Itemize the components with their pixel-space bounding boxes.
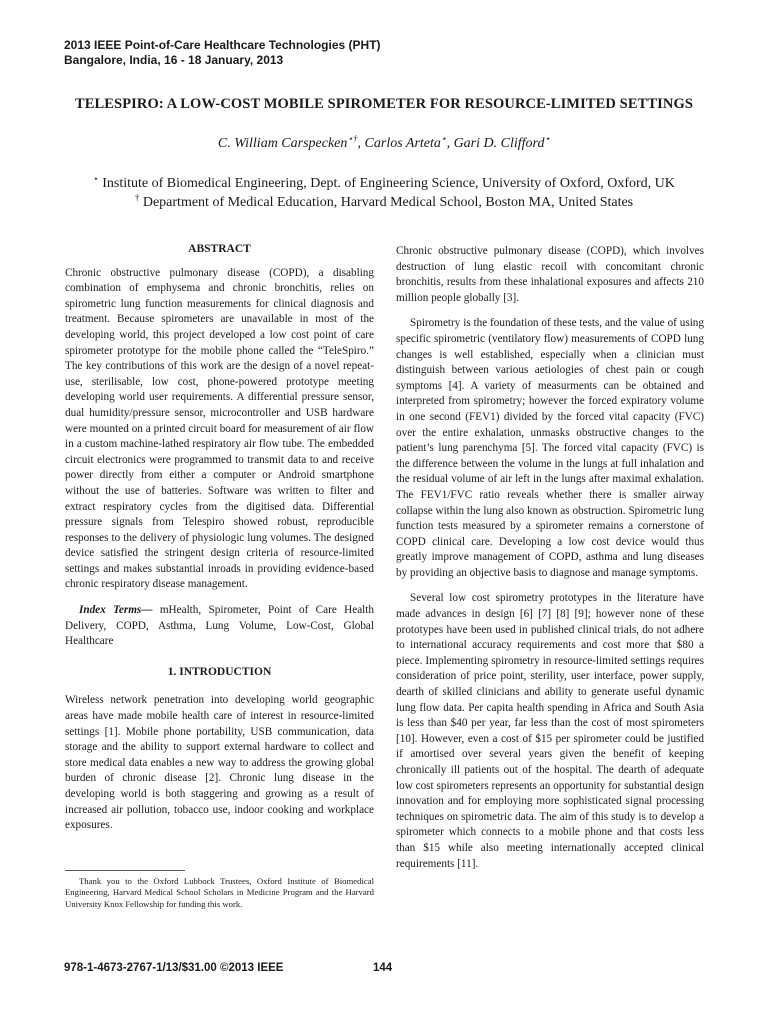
funding-footnote: Thank you to the Oxford Lubbock Trustees, Oxford Institute of Biomedical Engineering, Harvard Medical School Scholars in Medicine Program and the Harvard University Knox Fellowship for funding this work. — [65, 876, 374, 909]
affiliations — [0, 174, 768, 212]
body-paragraph: Spirometry is the foundation of these tests, and the value of using specific spirometric (ventilatory flow) measurements of COPD lung changes is well established, especially when a clinician must distinguish between various aetiologies of chest pain or cough symptoms [4]. A variety of measurments can be obtained and interpreted from spirometry; however the forced expiratory volume in one second (FEV1) divided by the forced vital capacity (FVC) over the entire exhalation, unmasks obstructive changes to the patient’s lung parenchyma [5]. The forced vital capacity (FVC) is the difference between the volume in the lungs at full inhalation and the residual volume of air left in the lungs after maximal exhalation. The FEV1/FVC ratio reveals whether there is smaller airway collapse within the lung also known as obstruction. Spirometric lung function tests measured by a spirometer remains a cornerstone of COPD clinical care. Developing a low cost device would thus greatly improve management of COPD, asthma and lung diseases by providing an objective basis to diagnose and manage symptoms. — [396, 317, 704, 579]
footnote-divider — [65, 870, 185, 871]
affiliation-mark: † — [134, 192, 140, 203]
introduction-heading: 1. INTRODUCTION — [167, 665, 272, 678]
author-name: , Carlos Arteta — [357, 136, 441, 151]
index-terms — [65, 603, 374, 650]
abstract-body: Chronic obstructive pulmonary disease (COPD), a disabling combination of emphysema and chronic bronchitis, relies on spirometric lung function measurements for clinical diagnosis and treatment. Because spirometers are unavailable in most of the developing world, this project developed a low cost point of care spirometer prototype for the mobile phone called the “TeleSpiro.” The key contributions of this work are the design of a novel repeat-use, sterilisable, low cost, phone-powered prototype meeting developing world user requirements. A differential pressure sensor, dual humidity/pressure sensor, microcontroller and USB hardware were mounted on a printed circuit board for measurement of air flow in a custom machine-lathed respiratory air flow tube. The embedded circuit electronics were programmed to transmit data to and receive power directly from either a computer or Android smartphone without the use of batteries. Software was written to filter and extract respiratory cycles from the digitised data. Differential pressure signals from Telespiro showed robust, reproducible responses to the delivery of physiologic lung volumes. The designed device satisfied the stringent design criteria of resource-limited settings and makes substantial inroads in providing evidence-based chronic respiratory disease management. — [65, 266, 374, 591]
affiliation-mark: ⋆ — [93, 173, 99, 184]
author-mark: ⋆ — [440, 133, 447, 144]
conference-name: 2013 IEEE Point-of-Care Healthcare Technologies (PHT) — [64, 38, 381, 52]
conference-location-date: Bangalore, India, 16 - 18 January, 2013 — [64, 53, 284, 67]
abstract-heading: ABSTRACT — [188, 243, 251, 255]
paper-title: TELESPIRO: A LOW-COST MOBILE SPIROMETER FOR RESOURCE-LIMITED SETTINGS — [74, 96, 694, 112]
right-column — [396, 244, 704, 872]
body-paragraph: Several low cost spirometry prototypes in the literature have made advances in design [6] [7] [8] [9]; however none of these prototypes have been used in published clinical trials, do not adhere to international accuracy requirements and cost more that $80 a piece. Implementing spirometry in resource-limited settings requires consideration of price point, sterility, user interface, power supply, dearth of skilled clinicians and ability to generate useful dynamic lung flow data. Per capita health spending in Africa and South Asia is less than $40 per year, far less than the cost of most spirometers [10]. However, even a cost of $15 per spirometer could be justified if amortised over several years given the benefit of keeping chronically ill patients out of the hospital. The dearth of adequate low cost spirometers represents an opportunity for substantial design innovation and for employing more sophisticated signal processing techniques on spirometric data. The aim of this study is to develop a spirometer which connects to a mobile phone and that costs less than $15 while also meeting internationally accepted clinical requirements [11]. — [396, 592, 704, 870]
index-terms-list: mHealth, Spirometer, Point of Care Health Delivery, COPD, Asthma, Lung Volume, Low-Cost, Global Healthcare — [65, 604, 374, 648]
left-column — [65, 242, 374, 834]
introduction-paragraph: Wireless network penetration into developing world geographic areas have made mobile health care of interest in resource-limited settings [1]. Mobile phone portability, USB communication, data storage and the ability to support external hardware to collect and store medical data enables a new way to address the growing global burden of chronic disease [2]. Chronic lung disease in the developing world is both staggering and growing as a result of increased air pollution, tobacco use, indoor cooking and workplace exposures. — [65, 694, 374, 832]
body-paragraph: Chronic obstructive pulmonary disease (COPD), which involves destruction of lung elastic recoil with concomitant chronic bronchitis, results from these inhalational exposures and affects 210 million people globally [3]. — [396, 245, 704, 304]
conference-header — [64, 38, 381, 68]
author-name: , Gari D. Clifford — [446, 136, 545, 151]
affiliation-oxford: ⋆ Institute of Biomedical Engineering, Dept. of Engineering Science, University of Oxford, Oxford, UK — [93, 173, 675, 191]
author-mark: ⋆ — [544, 133, 551, 144]
affiliation-harvard: † Department of Medical Education, Harvard Medical School, Boston MA, United States — [134, 192, 634, 210]
index-terms-label: Index Terms— — [79, 604, 153, 617]
author-mark: ⋆† — [347, 133, 358, 144]
author-name: C. William Carspecken — [217, 136, 348, 151]
author-list — [0, 133, 768, 152]
copyright-isbn: 978-1-4673-2767-1/13/$31.00 ©2013 IEEE — [64, 962, 284, 974]
page-number: 144 — [373, 962, 393, 974]
